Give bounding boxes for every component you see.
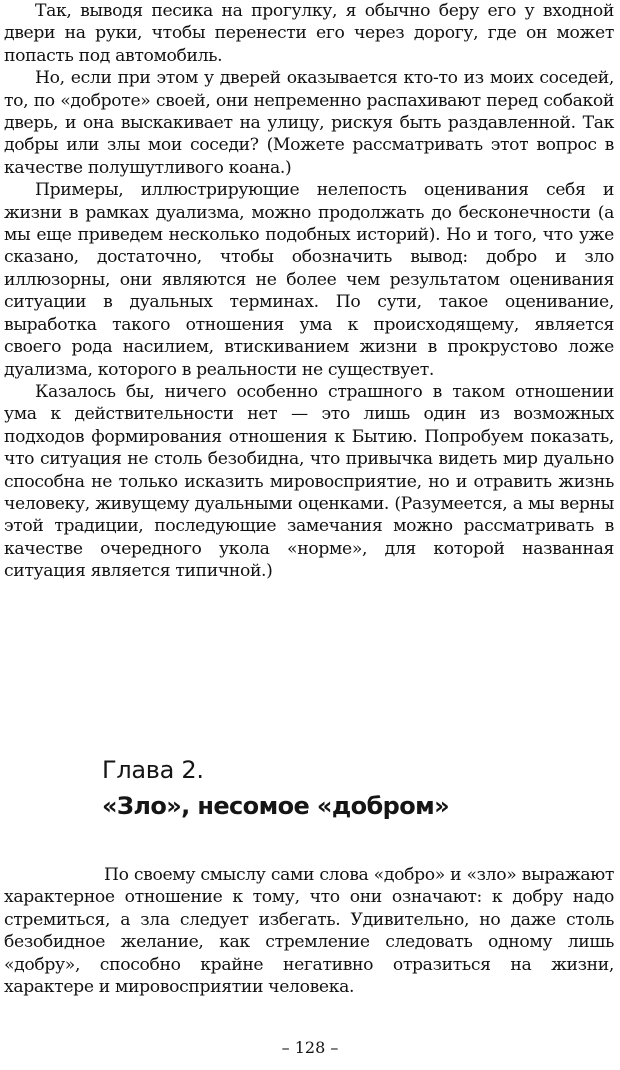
page-number: – 128 – <box>281 1038 339 1057</box>
chapter-number: Глава 2. <box>102 756 204 784</box>
chapter-heading <box>102 752 602 824</box>
paragraph-4: Казалось бы, ничего особенно страшного в таком отношении ума к действительности нет — это лишь один из возможных подходов формирования отношения к Бытию. Попробуем показать, что ситуация не столь безобидна, что привычка видеть мир дуально способна не только исказить мировосприятие, но и отравить жизнь человеку, живущему дуальными оценками. (Разумеется, а мы верны этой традиции, последующие замечания можно рассматривать в качестве очередного укола «норме», для которой названная ситуация является типичной.) <box>4 381 614 582</box>
paragraph-1: Так, выводя песика на прогулку, я обычно беру его у входной двери на руки, чтобы перенести его через дорогу, где он может попасть под автомобиль. <box>4 1 614 66</box>
paragraph-5: По своему смыслу сами слова «добро» и «зло» выражают характерное отношение к тому, что они означают: к добру надо стремиться, а зла следует избегать. Удивительно, но даже столь безобидное желание, как стремление следовать одному лишь «добру», способно крайне негативно отразиться на жизни, характере и мировосприятии человека. <box>4 865 614 998</box>
body-text-bottom <box>4 864 614 998</box>
paragraph-2: Но, если при этом у дверей оказывается кто-то из моих соседей, то, по «доброте» своей, они непременно распахивают перед собакой дверь, и она выскакивает на улицу, рискуя быть раздавленной. Так добры или злы мои соседи? (Можете рассматривать этот вопрос в качестве полушутливого коана.) <box>4 68 614 178</box>
paragraph-3: Примеры, иллюстрирующие нелепость оценивания себя и жизни в рамках дуализма, можно продолжать до бесконечности (а мы еще приведем несколько подобных историй). Но и того, что уже сказано, достаточно, чтобы обозначить вывод: добро и зло иллюзорны, они являются не более чем результатом оценивания ситуации в дуальных терминах. По сути, такое оценивание, выработка такого отношения ума к происходящему, является своего рода насилием, втискиванием жизни в прокрустово ложе дуализма, которого в реальности не существует. <box>4 180 614 380</box>
body-text-top <box>4 0 614 583</box>
chapter-title: «Зло», несомое «добром» <box>102 792 450 820</box>
